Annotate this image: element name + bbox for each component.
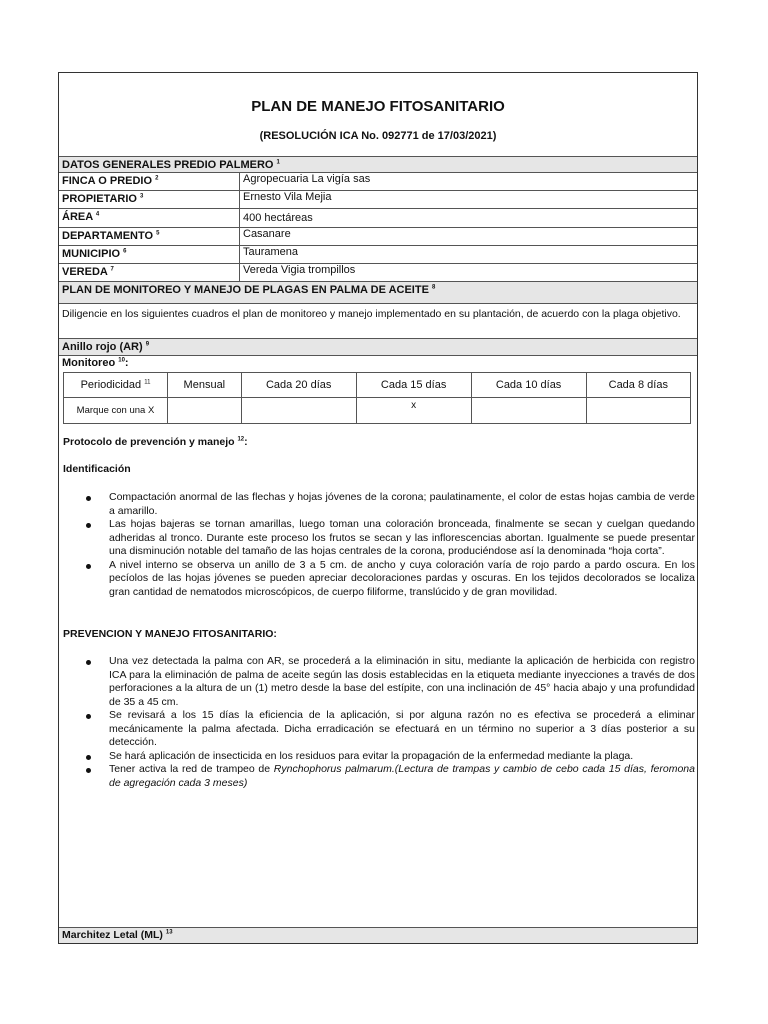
mark-cell[interactable] <box>168 398 242 424</box>
prevencion-heading: PREVENCION Y MANEJO FITOSANITARIO: <box>63 628 277 640</box>
ml-section-header <box>59 927 697 943</box>
column-header: Mensual <box>168 373 242 398</box>
field-row-departamento <box>59 227 697 245</box>
field-row-propietario <box>59 190 697 208</box>
ar-heading: Anillo rojo (AR) <box>62 341 143 353</box>
field-label-propietario: PROPIETARIO $^3$ <box>59 191 240 208</box>
field-value-finca: Agropecuaria La vigía sas <box>243 173 371 185</box>
field-row-finca <box>59 172 697 190</box>
species-name: Rynchophorus palmarum. <box>273 763 395 775</box>
field-label-vereda: VEREDA $^7$ <box>59 264 240 281</box>
table-row <box>64 398 691 424</box>
field-value-area: 400 hectáreas <box>243 212 313 224</box>
column-header: Cada 15 días <box>356 373 471 398</box>
table-row <box>64 373 691 398</box>
document-title: PLAN DE MANEJO FITOSANITARIO <box>251 98 505 115</box>
field-row-area <box>59 208 697 227</box>
identificacion-heading: Identificación <box>63 463 131 475</box>
ar-section-header <box>59 338 697 355</box>
field-row-municipio <box>59 245 697 263</box>
column-header: Cada 10 días <box>471 373 586 398</box>
general-heading: DATOS GENERALES PREDIO PALMERO <box>62 159 274 171</box>
list-item: Se revisará a los 15 días la eficiencia de la aplicación, si por alguna razón no es efectiva se procederá a eliminar mecánicamente la palma afectada. Dicha erradicación se efectuará en un término no superior a 3 días posterior a su detección. <box>63 709 695 750</box>
mark-cell[interactable] <box>241 398 356 424</box>
document-form <box>58 72 698 944</box>
plan-section-header <box>59 281 697 303</box>
monitoreo-label: Monitoreo $^{10}$: <box>59 355 697 369</box>
list-item: Las hojas bajeras se tornan amarillas, luego toman una coloración bronceada, finalmente se secan y cuelgan quedando adheridas al tronco. Durante este proceso los frutos se secan y las inflorescencias abortan. Igualmente se puede presentar una disminución notable del tamaño de las hojas centrales de la corona, produciéndose así la denominada “hoja corta”. <box>63 518 695 559</box>
list-item: Compactación anormal de las flechas y hojas jóvenes de la corona; paulatinamente, el color de estas hojas cambia de verde a amarillo. <box>63 491 695 518</box>
list-item: Tener activa la red de trampeo de Rynchophorus palmarum.(Lectura de trampas y cambio de cebo cada 15 días, feromona de agregación cada 3 meses) <box>63 763 695 790</box>
plan-heading: PLAN DE MONITOREO Y MANEJO DE PLAGAS EN PALMA DE ACEITE <box>62 284 429 296</box>
mark-cell[interactable]: x <box>356 398 471 424</box>
field-value-vereda: Vereda Vigia trompillos <box>243 264 356 276</box>
list-item: Se hará aplicación de insecticida en los residuos para evitar la propagación de la enfermedad mediante la plaga. <box>63 750 695 764</box>
column-header: Cada 20 días <box>241 373 356 398</box>
field-label-departamento: DEPARTAMENTO $^5$ <box>59 228 240 245</box>
list-item: A nivel interno se observa un anillo de 3 a 5 cm. de ancho y cuya coloración varía de rojo pardo a pardo oscura. En los pecíolos de las hojas jóvenes se pueden apreciar decoloraciones pardas y oscuras. En los tejidos decolorados se localiza gran cantidad de nematodos microscópicos, de cuerpo filiforme, translúcido y de gran movilidad. <box>63 559 695 600</box>
monitoreo-table <box>63 372 691 424</box>
prevencion-list <box>63 655 695 790</box>
field-value-departamento: Casanare <box>243 228 291 240</box>
field-label-municipio: MUNICIPIO $^6$ <box>59 246 240 263</box>
ml-heading: Marchitez Letal (ML) <box>62 929 163 941</box>
footnote-marker: 9 <box>145 341 150 348</box>
field-value-municipio: Tauramena <box>243 246 299 258</box>
general-section-header <box>59 156 697 172</box>
document-subtitle: (RESOLUCIÓN ICA No. 092771 de 17/03/2021) <box>259 130 497 142</box>
identificacion-list <box>63 491 695 599</box>
footnote-marker: 1 <box>276 159 280 166</box>
list-item: Una vez detectada la palma con AR, se procederá a la eliminación in situ, mediante la aplicación de herbicida con registro ICA para la eliminación de palma de aceite según las dosis establecidas en la etiqueta mediante inyecciones a través de dos perforaciones a la altura de un (1) metro desde la base del estípite, con una inclinación de 45° hacia abajo y una profundidad de 35 a 45 cm. <box>63 655 695 709</box>
protocolo-heading: Protocolo de prevención y manejo $^{12}$: <box>63 436 248 448</box>
mark-cell[interactable] <box>586 398 690 424</box>
field-row-vereda <box>59 263 697 281</box>
field-value-propietario: Ernesto Vila Mejia <box>243 191 332 203</box>
field-label-finca: FINCA O PREDIO $^2$ <box>59 173 240 190</box>
footnote-marker: 13 <box>165 929 173 936</box>
column-header: Cada 8 días <box>586 373 690 398</box>
footnote-marker: 8 <box>431 284 436 291</box>
periodicidad-header: Periodicidad $^{11}$ <box>64 373 168 398</box>
field-label-area: ÁREA $^4$ <box>59 209 240 227</box>
mark-label: Marque con una X <box>64 398 168 424</box>
mark-cell[interactable] <box>471 398 586 424</box>
plan-instructions: Diligencie en los siguientes cuadros el plan de monitoreo y manejo implementado en su plantación, de acuerdo con la plaga objetivo. <box>59 303 697 338</box>
